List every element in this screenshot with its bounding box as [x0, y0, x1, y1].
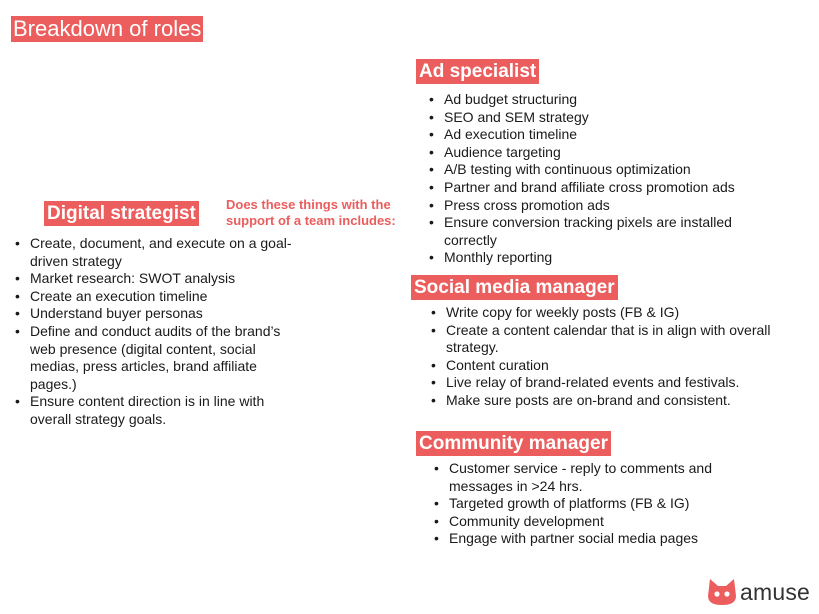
slide-title: Breakdown of roles [13, 16, 202, 41]
list-item: • A/B testing with continuous optimization [429, 161, 769, 179]
list-item: • Ensure conversion tracking pixels are installed correctly [429, 214, 769, 249]
list-item: • Press cross promotion ads [429, 197, 769, 215]
list-item: • Content curation [431, 357, 771, 375]
list-item: • Customer service - reply to comments and messages in >24 hrs. [434, 460, 774, 495]
list-item: • Monthly reporting [429, 249, 769, 267]
amuse-logo [707, 578, 810, 606]
list-item: • Partner and brand affiliate cross promotion ads [429, 179, 769, 197]
list-item: • Write copy for weekly posts (FB & IG) [431, 304, 771, 322]
list-item: • Ad execution timeline [429, 126, 769, 144]
cat-face-icon [707, 578, 737, 606]
social-media-manager-title: Social media manager [411, 275, 618, 300]
list-item: • Understand buyer personas [15, 305, 300, 323]
list-item: • Live relay of brand-related events and festivals. [431, 374, 771, 392]
list-item: • Ad budget structuring [429, 91, 769, 109]
list-item: • Audience targeting [429, 144, 769, 162]
ad-specialist-list [429, 91, 769, 267]
list-item: • Create an execution timeline [15, 288, 300, 306]
list-item: • Targeted growth of platforms (FB & IG) [434, 495, 774, 513]
community-manager-title: Community manager [416, 431, 611, 456]
social-media-manager-list [431, 304, 771, 410]
list-item: • Community development [434, 513, 774, 531]
digital-strategist-list [15, 235, 300, 429]
list-item: • Engage with partner social media pages [434, 530, 774, 548]
list-item: • Create, document, and execute on a goal-driven strategy [15, 235, 300, 270]
ad-specialist-title: Ad specialist [416, 59, 539, 84]
team-support-note: Does these things with the support of a team includes: [226, 197, 396, 228]
list-item: • Market research: SWOT analysis [15, 270, 300, 288]
list-item: • Ensure content direction is in line with overall strategy goals. [15, 393, 300, 428]
logo-wordmark: amuse [740, 579, 811, 605]
list-item: • Make sure posts are on-brand and consistent. [431, 392, 771, 410]
list-item: • Create a content calendar that is in align with overall strategy. [431, 322, 771, 357]
list-item: • Define and conduct audits of the brand’s web presence (digital content, social medias, press articles, brand affiliate pages.) [15, 323, 300, 393]
digital-strategist-title: Digital strategist [44, 201, 199, 226]
community-manager-list [434, 460, 774, 548]
list-item: • SEO and SEM strategy [429, 109, 769, 127]
